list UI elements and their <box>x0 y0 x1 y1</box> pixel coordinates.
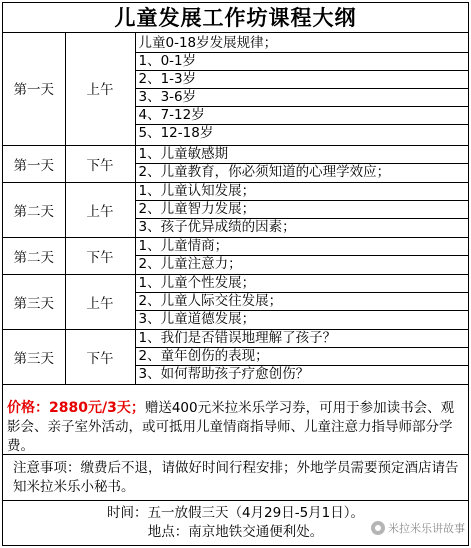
topics-cell <box>135 274 468 329</box>
topics-cell <box>135 237 468 274</box>
table-row <box>3 32 468 145</box>
topic-item: 2、儿童教育，你必须知道的心理学效应； <box>138 164 391 180</box>
day-cell: 第二天 <box>3 182 65 237</box>
table-row <box>3 182 468 237</box>
price-section <box>3 397 468 455</box>
day-cell: 第三天 <box>3 329 65 384</box>
course-outline-sheet <box>2 2 469 546</box>
topic-item: 3、3-6岁 <box>136 89 469 107</box>
page-title: 儿童发展工作坊课程大纲 <box>3 3 468 33</box>
period-cell: 下午 <box>65 329 135 384</box>
period-cell: 上午 <box>65 32 135 145</box>
watermark-text: 米拉米乐讲故事 <box>388 522 465 535</box>
topic-item: 3、孩子优异成绩的因素； <box>138 219 296 235</box>
notice-text: 注意事项：缴费后不退，请做好时间行程安排；外地学员需要预定酒店请告知米拉米乐小秘书。 <box>13 460 459 495</box>
day-cell: 第三天 <box>3 274 65 329</box>
topic-item: 1、儿童认知发展； <box>136 183 469 201</box>
period-cell: 下午 <box>65 237 135 274</box>
table-row <box>3 237 468 274</box>
topic-item: 1、儿童敏感期 <box>136 146 469 164</box>
table-row <box>3 329 468 384</box>
period-cell: 下午 <box>65 145 135 182</box>
topic-item: 1、0-1岁 <box>136 53 469 71</box>
topics-cell <box>135 329 468 384</box>
day-cell: 第一天 <box>3 145 65 182</box>
topic-item: 2、儿童智力发展； <box>136 201 469 219</box>
topic-item: 5、12-18岁 <box>138 124 214 141</box>
day-cell: 第二天 <box>3 237 65 274</box>
period-cell: 上午 <box>65 274 135 329</box>
topic-item: 2、儿童注意力； <box>138 256 242 272</box>
topics-cell <box>135 32 468 145</box>
topic-item: 1、儿童个性发展； <box>136 275 469 293</box>
schedule-table <box>3 32 468 385</box>
topic-item: 1、儿童情商； <box>136 238 469 256</box>
table-row <box>3 274 468 329</box>
topic-item: 儿童0-18岁发展规律； <box>136 35 469 53</box>
topic-item: 3、儿童道德发展； <box>138 311 256 327</box>
topic-item: 2、1-3岁 <box>136 71 469 89</box>
topic-item: 2、童年创伤的表现； <box>136 348 469 366</box>
notice-section <box>3 455 468 501</box>
watermark <box>371 520 465 536</box>
day-cell: 第一天 <box>3 32 65 145</box>
topics-cell <box>135 182 468 237</box>
table-row <box>3 145 468 182</box>
price-label: 价格：2880元/3天； <box>7 400 145 416</box>
topic-item: 3、如何帮助孩子疗愈创伤？ <box>138 366 310 382</box>
price-description: 赠送400元米拉米乐学习券，可用于参加读书会、观影会、亲子室外活动，或可抵用儿童情商指导师、儿童注意力指导师部分学费。 <box>7 400 455 454</box>
period-cell: 上午 <box>65 182 135 237</box>
topic-item: 2、儿童人际交往发展； <box>136 293 469 311</box>
topic-item: 1、我们是否错误地理解了孩子？ <box>136 330 469 348</box>
topics-cell <box>135 145 468 182</box>
event-time: 时间：五一放假三天（4月29日-5月1日）。 <box>106 505 365 521</box>
wechat-logo-icon <box>371 521 385 535</box>
topic-item: 4、7-12岁 <box>136 107 469 125</box>
event-location: 地点：南京地铁交通便利处。 <box>147 524 324 540</box>
